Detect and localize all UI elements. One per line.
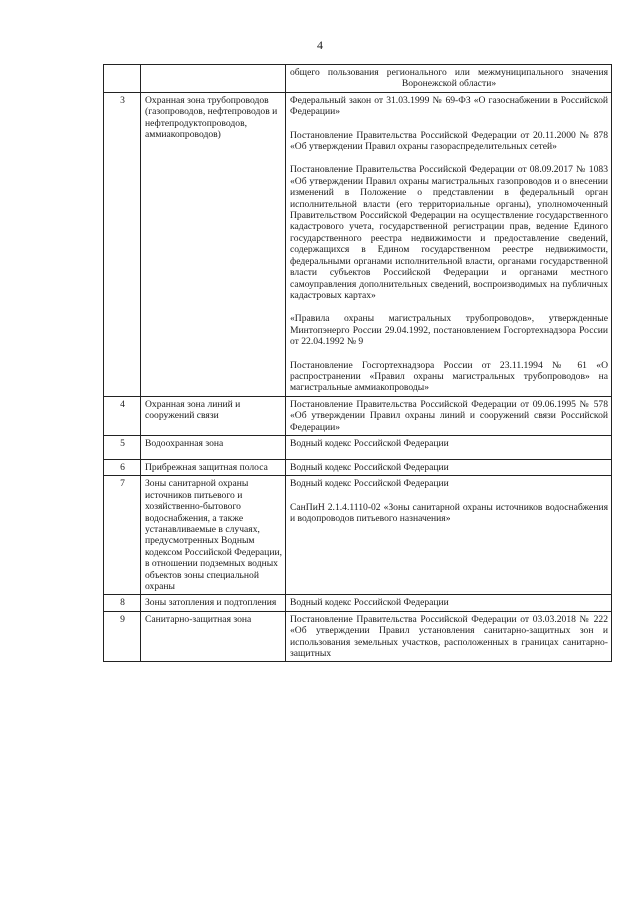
zone-name: Водоохранная зона [141,435,286,459]
legal-docs [286,595,612,611]
table-row [104,435,612,459]
row-number [104,65,141,93]
legal-doc: Водный кодекс Российской Федерации [290,461,449,473]
legal-doc: Постановление Госгортехнадзора России от 23.11.1994 № 61 «О распространении «Правил охраны магистральных трубопроводов» на магистральные аммиакопроводы» [290,359,608,394]
legal-docs [286,92,612,396]
legal-doc: общего пользования регионального или межмуниципального значения Воронежской области» [290,67,608,90]
legal-doc: Водный кодекс Российской Федерации [290,597,449,609]
row-number: 5 [104,435,141,459]
zone-name [141,65,286,93]
legal-docs [286,459,612,475]
legal-docs [286,396,612,435]
legal-docs [286,476,612,595]
table-row [104,92,612,396]
legal-doc: Постановление Правительства Российской Федерации от 09.06.1995 № 578 «Об утверждении Правил охраны линий и сооружений связи Российской Федерации» [290,398,608,433]
zone-name: Прибрежная защитная полоса [141,459,286,475]
zone-name: Зоны затопления и подтопления [141,595,286,611]
legal-doc: СанПиН 2.1.4.1110-02 «Зоны санитарной охраны источников водоснабжения и водопроводов питьевого назначения» [290,501,608,525]
legal-docs [286,65,612,93]
zone-name: Охранная зона линий и сооружений связи [141,396,286,435]
row-number: 9 [104,611,141,662]
table-row [104,65,612,93]
zone-name: Санитарно-защитная зона [141,611,286,662]
row-number: 6 [104,459,141,475]
row-number: 7 [104,476,141,595]
table-row [104,611,612,662]
legal-doc: Федеральный закон от 31.03.1999 № 69-ФЗ «О газоснабжении в Российской Федерации» [290,94,608,118]
legal-doc: «Правила охраны магистральных трубопроводов», утвержденные Минтопэнерго России 29.04.1992, постановлением Госгортехнадзора России от 22.04.1992 № 9 [290,313,608,348]
table-row [104,476,612,595]
zone-name: Зоны санитарной охраны источников питьевого и хозяйственно-бытового водоснабжения, а также устанавливаемые в случаях, предусмотренных Водным кодексом Российской Федерации, в отношении подземных водных объектов зоны специальной охраны [141,476,286,595]
row-number: 3 [104,92,141,396]
legal-docs [286,611,612,662]
page-number: 4 [317,38,323,52]
row-number: 4 [104,396,141,435]
legal-doc: Постановление Правительства Российской Федерации от 03.03.2018 № 222 «Об утверждении Правил установления санитарно-защитных зон и использования земельных участков, расположенных в границах санитарно-защитных [290,613,608,660]
legal-doc: Водный кодекс Российской Федерации [290,437,449,449]
legal-doc: Водный кодекс Российской Федерации [290,478,449,490]
zone-name: Охранная зона трубопроводов (газопроводов, нефтепроводов и нефтепродуктопроводов, аммиакопроводов) [141,92,286,396]
zones-table [103,64,612,662]
table-row [104,396,612,435]
row-number: 8 [104,595,141,611]
table-row [104,459,612,475]
legal-doc: Постановление Правительства Российской Федерации от 20.11.2000 № 878 «Об утверждении Правил охраны газораспределительных сетей» [290,129,608,153]
legal-docs [286,435,612,459]
table-row [104,595,612,611]
legal-doc: Постановление Правительства Российской Федерации от 08.09.2017 № 1083 «Об утверждении Правил охраны магистральных газопроводов и о внесении изменений в Положение о представлении в федеральный орган исполнительной власти (его территориальные органы), уполномоченный Правительством Российской Федерации на осуществление государственного кадастрового учета, государственной регистрации прав, ведение Единого государственного реестра недвижимости и предоставление сведений, содержащихся в Едином государственном реестре недвижимости, федеральными органами исполнительной власти, органами государственной власти субъектов Российской Федерации и органами местного самоуправления дополнительных сведений, воспроизводимых на публичных кадастровых картах» [290,164,608,301]
